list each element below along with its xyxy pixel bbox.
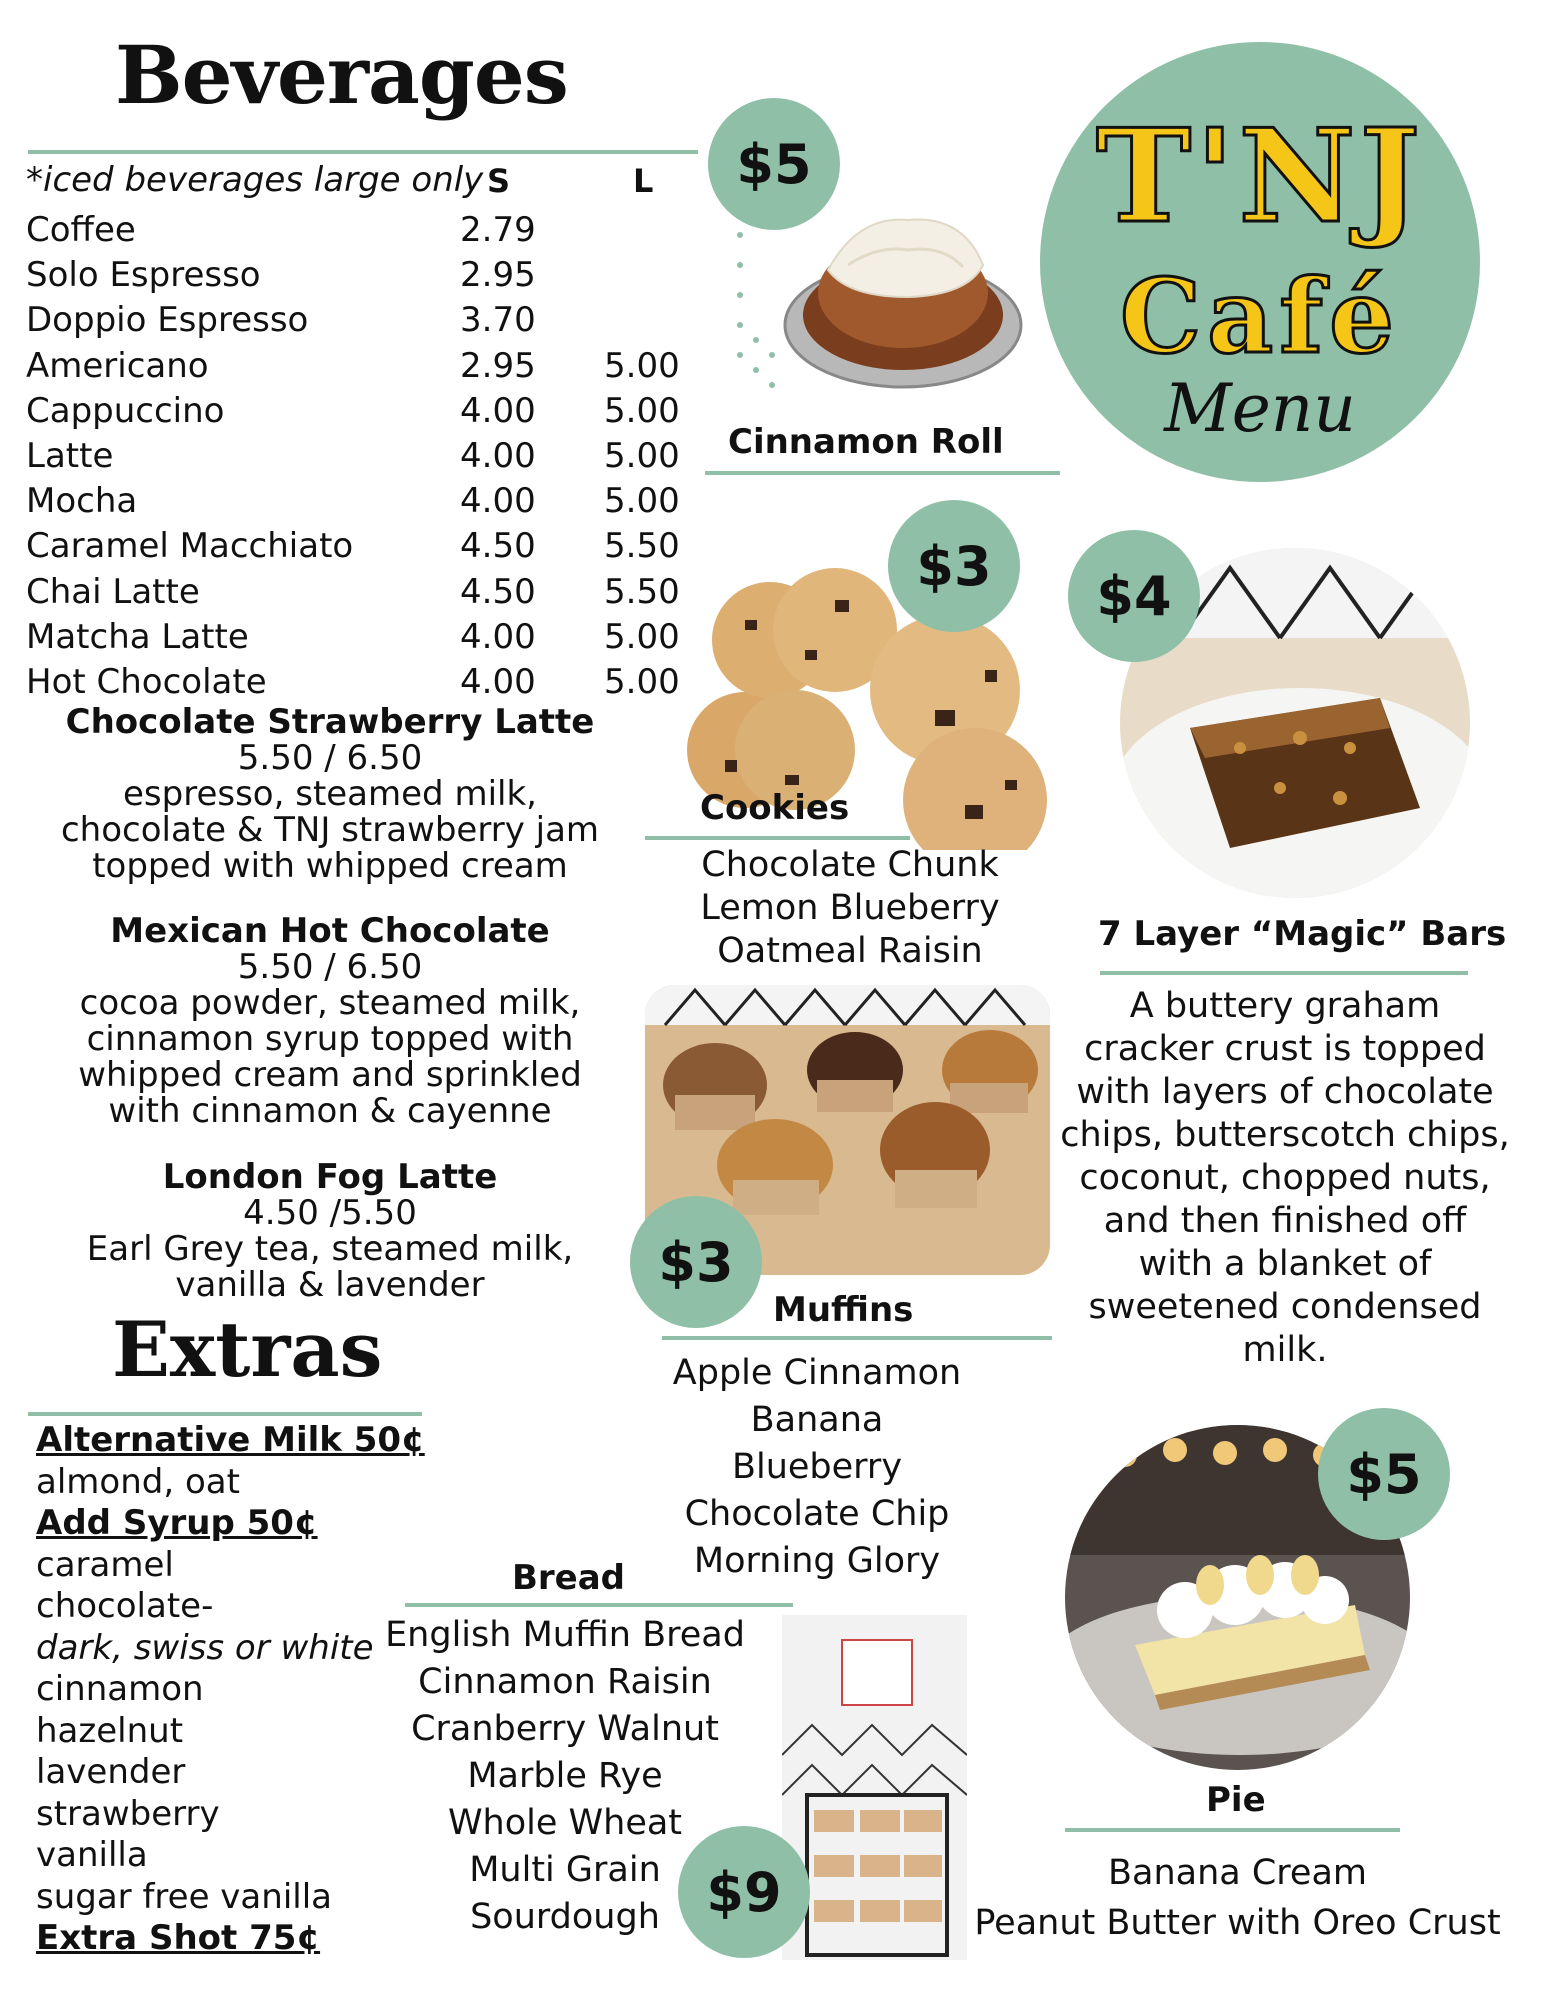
syrup-item: chocolate- <box>36 1586 214 1626</box>
extras-divider <box>28 1412 422 1416</box>
beverage-price-small: 4.50 <box>460 571 536 612</box>
special-london-fog <box>30 1159 630 1303</box>
pie-divider <box>1065 1828 1400 1832</box>
magic-bars-desc-line: cracker crust is topped <box>1084 1029 1486 1069</box>
muffin-item: Apple Cinnamon <box>672 1353 962 1393</box>
beverage-price-small: 4.50 <box>460 526 536 567</box>
beverage-price-small: 4.00 <box>460 436 536 476</box>
magic-bars-desc-line: chips, butterscotch chips, <box>1060 1115 1510 1155</box>
bread-item: English Muffin Bread <box>385 1615 745 1655</box>
beverage-row <box>26 298 686 343</box>
beverage-price-large: 5.00 <box>604 662 680 702</box>
beverage-price-small: 4.00 <box>460 616 536 657</box>
special-name: London Fog Latte <box>162 1157 498 1197</box>
cookies-divider <box>645 836 910 840</box>
beverages-divider <box>28 150 698 154</box>
beverage-row <box>26 524 686 569</box>
syrup-item: sugar free vanilla <box>36 1876 332 1917</box>
special-desc-line: topped with whipped cream <box>92 846 568 886</box>
beverage-row <box>26 253 686 298</box>
bread-item: Cranberry Walnut <box>411 1709 719 1749</box>
beverage-price-large: 5.00 <box>604 481 680 522</box>
alt-milk-items: almond, oat <box>36 1461 240 1502</box>
cinnamon-roll-divider <box>705 471 1060 475</box>
bread-item: Sourdough <box>470 1897 660 1937</box>
pie-list <box>965 1848 1510 1948</box>
special-desc-line: whipped cream and sprinkled <box>78 1055 582 1095</box>
special-desc-line: cocoa powder, steamed milk, <box>79 983 581 1023</box>
magic-bars-description <box>1060 985 1510 1372</box>
bread-item: Marble Rye <box>467 1756 663 1796</box>
syrup-item: vanilla <box>36 1835 148 1875</box>
beverage-price-large: 5.50 <box>604 526 680 567</box>
logo-line-cafe: Café <box>1119 257 1401 377</box>
pie-title: Pie <box>1206 1780 1266 1820</box>
beverage-price-large: 5.50 <box>604 571 680 612</box>
beverage-name: Caramel Macchiato <box>26 526 354 567</box>
magic-bars-desc-line: coconut, chopped nuts, <box>1079 1158 1491 1198</box>
special-desc-line: cinnamon syrup topped with <box>86 1019 574 1059</box>
special-price: 5.50 / 6.50 <box>237 738 423 778</box>
beverage-name: Hot Chocolate <box>26 662 267 702</box>
beverage-price-small: 4.00 <box>460 481 536 522</box>
beverage-row <box>26 434 686 479</box>
pie-item: Peanut Butter with Oreo Crust <box>974 1903 1501 1943</box>
muffins-divider <box>662 1336 1052 1340</box>
cookie-item: Oatmeal Raisin <box>717 931 983 971</box>
beverage-price-small: 2.95 <box>460 255 536 296</box>
beverage-row <box>26 615 686 660</box>
syrup-item: strawberry <box>36 1793 220 1834</box>
bread-item: Whole Wheat <box>447 1803 683 1843</box>
bread-item: Multi Grain <box>469 1850 661 1890</box>
bread-rack-photo <box>782 1615 967 1960</box>
beverage-name: Mocha <box>26 481 138 522</box>
bread-price-badge: $9 <box>678 1826 810 1958</box>
bread-divider <box>405 1603 793 1607</box>
special-desc-line: vanilla & lavender <box>175 1265 485 1305</box>
special-desc-line: chocolate & TNJ strawberry jam <box>60 810 600 850</box>
beverage-row <box>26 344 686 389</box>
cookies-title: Cookies <box>700 788 850 828</box>
bread-title: Bread <box>512 1558 626 1598</box>
beverage-row <box>26 660 686 705</box>
beverage-name: Doppio Espresso <box>26 300 309 341</box>
syrup-item: cinnamon <box>36 1669 204 1709</box>
add-syrup-heading: Add Syrup 50¢ <box>36 1503 318 1543</box>
logo-line-menu: Menu <box>1164 370 1356 447</box>
beverage-name: Solo Espresso <box>26 255 261 296</box>
special-desc-line: Earl Grey tea, steamed milk, <box>86 1229 574 1269</box>
magic-bars-desc-line: milk. <box>1242 1330 1328 1370</box>
pie-price-badge: $5 <box>1318 1408 1450 1540</box>
special-price: 5.50 / 6.50 <box>237 947 423 987</box>
cookie-item: Chocolate Chunk <box>701 845 999 885</box>
beverage-name: Matcha Latte <box>26 616 249 657</box>
beverage-price-large: 5.00 <box>604 436 680 476</box>
extras-list <box>36 1420 425 1960</box>
beverage-price-small: 3.70 <box>460 300 536 341</box>
beverage-name: Cappuccino <box>26 390 225 431</box>
magic-bars-title: 7 Layer “Magic” Bars <box>1098 914 1507 954</box>
cookies-price-badge: $3 <box>888 500 1020 632</box>
magic-bars-desc-line: sweetened condensed <box>1088 1287 1482 1327</box>
cookie-item: Lemon Blueberry <box>700 888 1000 928</box>
cinnamon-roll-price-badge: $5 <box>708 98 840 230</box>
special-desc-line: espresso, steamed milk, <box>123 774 537 814</box>
beverage-row <box>26 479 686 524</box>
col-header-large: L <box>633 162 654 200</box>
muffin-item: Banana <box>750 1400 884 1440</box>
muffins-list <box>612 1350 1022 1585</box>
beverage-row <box>26 570 686 615</box>
magic-bars-desc-line: and then finished off <box>1103 1201 1467 1241</box>
beverage-row <box>26 208 686 253</box>
special-desc-line: with cinnamon & cayenne <box>108 1091 552 1131</box>
beverage-price-small: 2.79 <box>460 210 536 250</box>
syrup-chocolate-note: dark, swiss or white <box>36 1627 374 1668</box>
syrup-item: caramel <box>36 1544 174 1585</box>
beverage-row <box>26 389 686 434</box>
magic-bars-price-badge: $4 <box>1068 530 1200 662</box>
magic-bars-desc-line: with layers of chocolate <box>1076 1072 1494 1112</box>
special-price: 4.50 /5.50 <box>243 1193 417 1233</box>
syrup-item: lavender <box>36 1752 186 1792</box>
extra-shot-heading: Extra Shot 75¢ <box>36 1918 321 1958</box>
beverage-price-small: 2.95 <box>460 345 536 386</box>
special-mexican-hot-chocolate <box>30 913 630 1129</box>
alt-milk-heading: Alternative Milk 50¢ <box>36 1420 425 1460</box>
beverage-name: Chai Latte <box>26 571 200 612</box>
cookies-list <box>650 844 1050 973</box>
muffin-item: Chocolate Chip <box>684 1494 950 1534</box>
pie-item: Banana Cream <box>1108 1853 1367 1893</box>
iced-note: *iced beverages large only <box>26 160 484 200</box>
bread-item: Cinnamon Raisin <box>418 1662 712 1702</box>
beverage-name: Americano <box>26 345 209 386</box>
beverage-price-small: 4.00 <box>460 390 536 431</box>
beverage-price-small: 4.00 <box>460 662 536 702</box>
magic-bars-divider <box>1100 971 1468 975</box>
magic-bars-desc-line: with a blanket of <box>1138 1244 1432 1284</box>
syrup-item: hazelnut <box>36 1710 184 1751</box>
special-name: Mexican Hot Chocolate <box>110 911 550 951</box>
cafe-logo <box>1040 42 1480 482</box>
special-name: Chocolate Strawberry Latte <box>65 702 595 742</box>
beverage-name: Latte <box>26 436 114 476</box>
beverage-name: Coffee <box>26 210 136 250</box>
muffin-item: Morning Glory <box>693 1541 941 1581</box>
extras-title: Extras <box>112 1305 383 1394</box>
muffins-price-badge: $3 <box>630 1196 762 1328</box>
logo-line-tnj: T'NJ <box>1096 102 1424 252</box>
cinnamon-roll-title: Cinnamon Roll <box>728 422 1004 462</box>
beverages-title: Beverages <box>115 28 568 122</box>
muffin-item: Blueberry <box>731 1447 903 1487</box>
beverage-price-large: 5.00 <box>604 345 680 386</box>
col-header-small: S <box>487 162 511 200</box>
beverage-price-large: 5.00 <box>604 616 680 657</box>
beverage-price-large: 5.00 <box>604 390 680 431</box>
muffins-title: Muffins <box>773 1290 914 1330</box>
magic-bars-desc-line: A buttery graham <box>1129 986 1441 1026</box>
special-chocolate-strawberry <box>30 704 630 884</box>
